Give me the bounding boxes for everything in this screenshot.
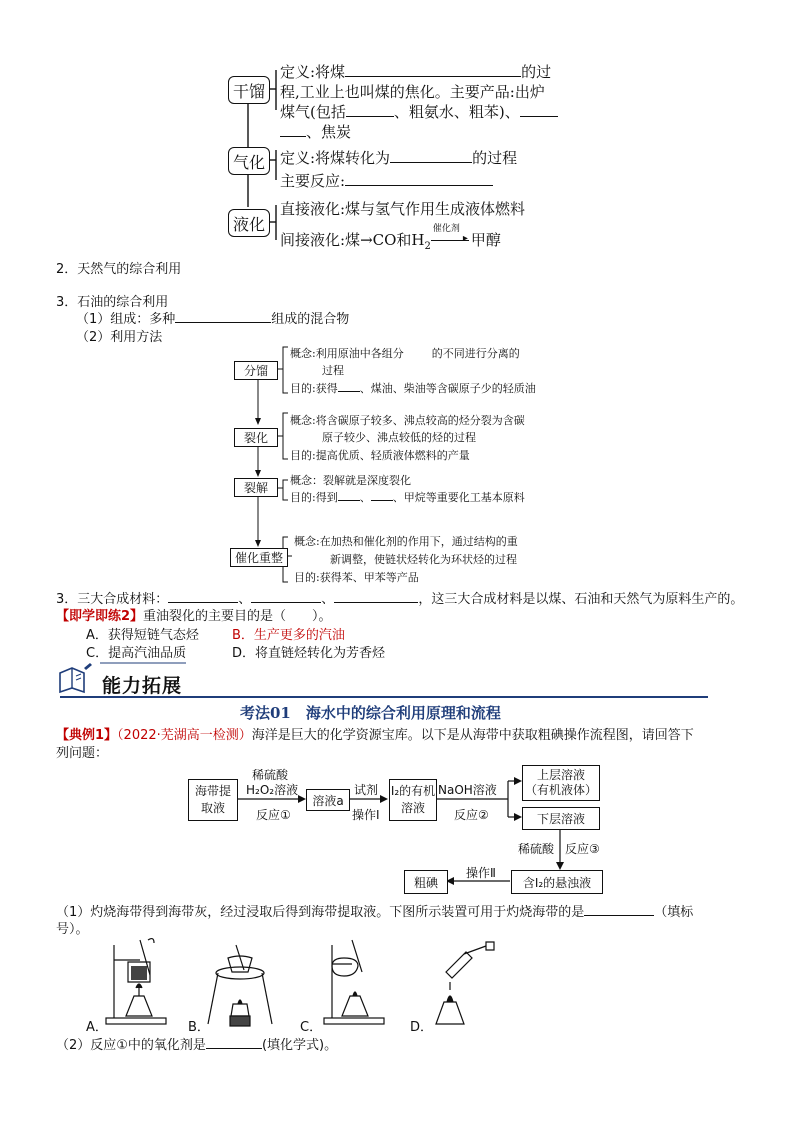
option-d[interactable]: D．将直链烃转化为芳香烃	[232, 646, 386, 661]
coal-dry-line1: 定义:将煤 的过	[280, 63, 552, 81]
apparatus-a-label[interactable]: A．	[86, 1020, 108, 1035]
example-text-1: 【典例1】（2022·芜湖高一检测）海洋是巨大的化学资源宝库。以下是从海带中获取粗碘操作流程图，请回答下	[56, 728, 694, 743]
cracking-goal: 目的:提高优质、轻质液体燃料的产量	[290, 449, 470, 462]
arrow-icon: →	[360, 231, 373, 249]
catalyst-label: 催化剂	[432, 224, 460, 234]
oil-method: （2）利用方法	[76, 330, 163, 345]
option-a[interactable]: A．获得短链气态烃	[86, 628, 199, 643]
flow-label-naoh: NaOH溶液	[438, 783, 497, 797]
oil-composition: （1）组成：多种 组成的混合物	[76, 312, 350, 327]
coal-dry-line4: 、焦炭	[280, 121, 351, 142]
flow-label-h2so4-2: 稀硫酸	[518, 842, 555, 856]
apparatus-c-icon	[324, 940, 384, 1024]
coal-gas-line2: 主要反应:	[280, 170, 493, 191]
q1-line2: 号）。	[56, 922, 89, 937]
cracking-concept: 概念:将含碳原子较多、沸点较高的烃分裂为含碳	[290, 414, 525, 427]
coal-dry-line2: 程,工业上也叫煤的焦化。主要产品:出炉	[280, 83, 545, 101]
coal-gas-line1: 定义:将煤转化为 的过程	[280, 149, 518, 167]
pyrolysis-concept: 概念：裂解就是深度裂化	[290, 474, 411, 487]
flow-label-reaction2: 反应②	[454, 808, 489, 822]
flow-box-lower: 下层溶液	[522, 807, 600, 830]
example-text-2: 列问题：	[56, 746, 109, 761]
coal-dry-label: 干馏	[232, 81, 265, 101]
reforming-concept-2: 新调整，使链状烃转化为环状烃的过程	[330, 553, 517, 566]
flow-box-upper: 上层溶液 （有机液体）	[522, 765, 600, 801]
oil-step-cracking: 裂化	[234, 428, 278, 447]
fractionation-goal: 目的:获得 、煤油、柴油等含碳原子少的轻质油	[290, 382, 536, 395]
apparatus-b-icon	[208, 945, 272, 1026]
flow-box-suspension: 含I₂的悬浊液	[511, 870, 603, 894]
example-tag: 【典例1】	[56, 728, 118, 743]
coal-liquid-line1: 直接液化:煤与氢气作用生成液体燃料	[280, 200, 526, 218]
synthetic-materials: 3．三大合成材料： 、 、 ，这三大合成材料是以煤、石油和天然气为原料生产的。	[56, 592, 744, 607]
flow-label-h2o2: H₂O₂溶液	[246, 783, 299, 797]
flow-label-operation1: 操作Ⅰ	[352, 808, 380, 822]
natural-gas-heading: 2．天然气的综合利用	[56, 262, 182, 277]
fractionation-concept-2: 过程	[322, 364, 344, 377]
pyrolysis-goal: 目的:得到 、 、甲烷等重要化工基本原料	[290, 491, 525, 504]
option-b[interactable]: B．生产更多的汽油	[232, 628, 345, 643]
fractionation-concept: 概念:利用原油中各组分 的不同进行分离的	[290, 347, 520, 360]
flow-label-h2so4: 稀硫酸	[252, 768, 289, 782]
flow-box-crude-iodine: 粗碘	[404, 870, 448, 894]
q1-line1: （1）灼烧海带得到海带灰，经过浸取后得到海带提取液。下图所示装置可用于灼烧海带的是 （填标	[56, 905, 694, 920]
reforming-goal: 目的:获得苯、甲苯等产品	[294, 571, 419, 584]
apparatus-c-label[interactable]: C．	[300, 1020, 323, 1035]
coal-dry-line3: 煤气(包括 、粗氨水、粗苯)、	[280, 101, 558, 122]
flow-label-reaction1: 反应①	[256, 808, 291, 822]
apparatus-b-label[interactable]: B．	[188, 1020, 210, 1035]
option-c[interactable]: C．提高汽油品质	[86, 646, 187, 661]
oil-heading: 3．石油的综合利用	[56, 295, 169, 310]
oil-step-reforming: 催化重整	[230, 548, 288, 567]
coal-gas-label: 气化	[232, 152, 265, 172]
flow-label-operation2: 操作Ⅱ	[466, 866, 496, 880]
section-title: 能力拓展	[102, 675, 183, 697]
practice-tag: 【即学即练2】	[56, 609, 144, 624]
coal-liquid-label: 液化	[232, 214, 265, 234]
reforming-concept: 概念:在加热和催化剂的作用下，通过结构的重	[294, 535, 518, 548]
flow-label-reaction3: 反应③	[565, 842, 600, 856]
practice-question: 【即学即练2】重油裂化的主要目的是（ ）。	[56, 609, 332, 624]
apparatus-a-icon	[106, 939, 166, 1024]
apparatus-d-icon	[436, 942, 494, 1024]
flow-box-extract: 海带提 取液	[188, 779, 238, 821]
flow-box-solution-a: 溶液a	[306, 789, 350, 811]
q2-line: （2）反应①中的氧化剂是 (填化学式)。	[56, 1038, 338, 1053]
flow-label-reagent: 试剂	[354, 783, 379, 797]
example-source: （2022·芜湖高一检测）	[117, 728, 252, 743]
cracking-concept-2: 原子较少、沸点较低的烃的过程	[322, 431, 476, 444]
flow-box-organic: I₂的有机 溶液	[389, 779, 437, 821]
oil-step-fractionation: 分馏	[234, 361, 278, 380]
oil-step-pyrolysis: 裂解	[234, 478, 278, 497]
coal-liquid-line2: 间接液化:煤→CO和$H_2$ 催化剂 ▸ 甲醇	[280, 229, 501, 252]
section-subtitle: 考法01 海水中的综合利用原理和流程	[240, 704, 501, 722]
apparatus-d-label[interactable]: D．	[410, 1020, 434, 1035]
